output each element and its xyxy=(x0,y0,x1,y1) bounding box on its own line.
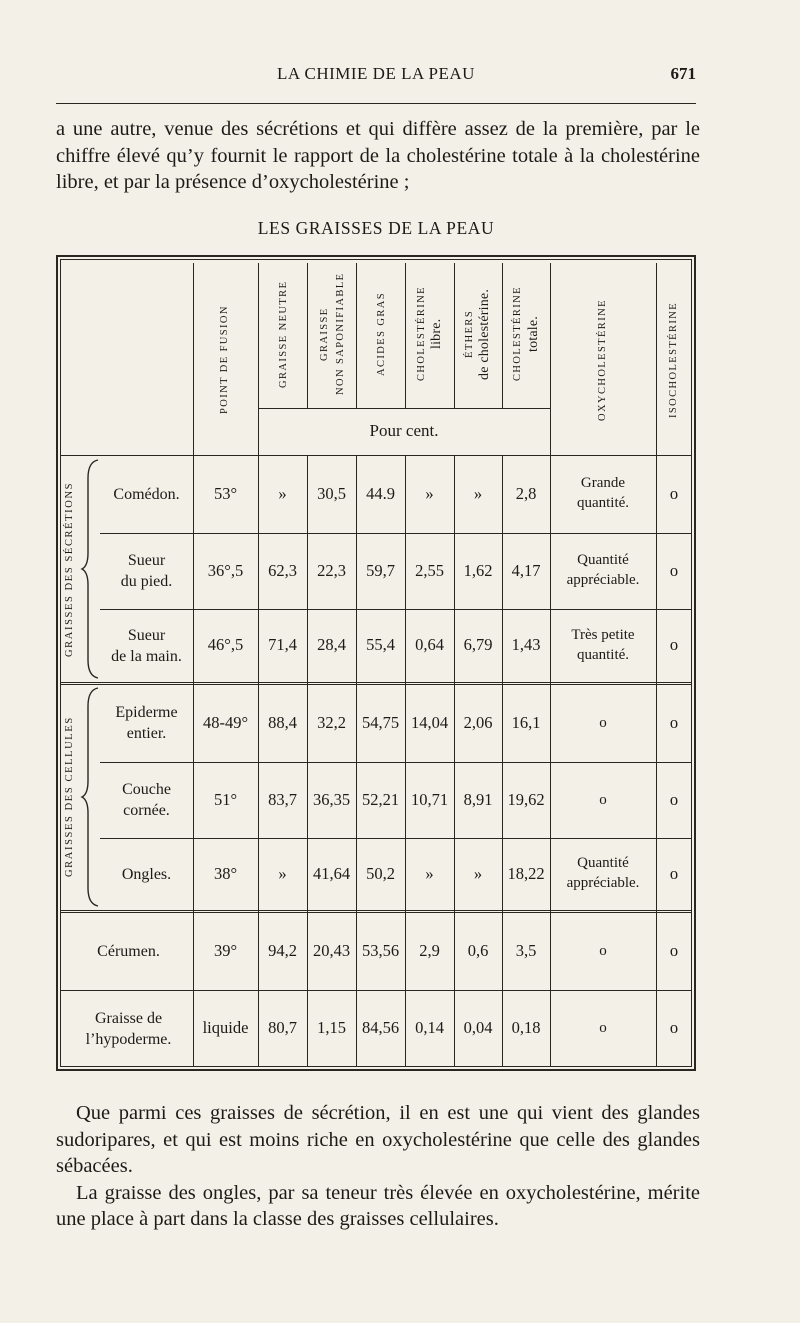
cell-ethers: 2,06 xyxy=(463,712,493,732)
cell-chol-totale: 0,18 xyxy=(511,1018,541,1037)
cell-non-saponifiable: 30,5 xyxy=(317,483,346,503)
oxy-line: quantité. xyxy=(576,495,630,511)
cell-non-saponifiable: 28,4 xyxy=(317,635,346,654)
cell-chol-libre: 10,71 xyxy=(410,789,449,809)
col-line xyxy=(502,263,503,408)
col-line xyxy=(454,455,455,1067)
row-label-line: Comédon. xyxy=(113,485,180,503)
cell-oxycholesterine xyxy=(550,713,656,733)
cell-isocholesterine: o xyxy=(669,712,679,732)
col-line xyxy=(502,455,503,1067)
cell-isocholesterine: o xyxy=(669,940,679,960)
row-label xyxy=(100,484,193,505)
cell-acides-gras: 53,56 xyxy=(361,940,400,960)
cell-isocholesterine: o xyxy=(669,560,679,580)
cell-non-saponifiable: 1,15 xyxy=(317,1018,346,1037)
row-label xyxy=(100,864,193,885)
cell-chol-libre: 0,64 xyxy=(415,635,444,654)
col-header-line: de cholestérine. xyxy=(477,288,492,380)
cell-graisse-neutre: » xyxy=(278,483,287,503)
cell-fusion: 38° xyxy=(213,863,238,883)
cell-graisse-neutre: 83,7 xyxy=(268,789,297,809)
header-divider xyxy=(258,408,550,409)
row-label-line: du pied. xyxy=(120,573,173,590)
group-brace xyxy=(80,686,102,908)
row-line xyxy=(100,838,692,839)
row-label-line: Graisse de xyxy=(94,1009,163,1027)
intro-paragraph: a une autre, venue des sécrétions et qui diffère assez de la première, par le chiffre élevé qu’y fournit le rapport de la cholestérine totale à la cholestérine libre, et par la présence d’oxycholestérine ; xyxy=(56,118,700,193)
cell-acides-gras: 84,56 xyxy=(361,1018,400,1037)
cell-oxycholesterine xyxy=(550,550,656,590)
col-header-line: GRAISSE xyxy=(319,307,330,361)
cell-oxycholesterine xyxy=(550,790,656,810)
row-label-line: Sueur xyxy=(127,626,166,644)
cell-non-saponifiable: 32,2 xyxy=(317,712,346,732)
cell-chol-libre: » xyxy=(425,863,434,883)
cell-ethers: 6,79 xyxy=(463,635,493,654)
cell-non-saponifiable: 22,3 xyxy=(317,560,346,580)
cell-chol-totale: 18,22 xyxy=(507,863,545,883)
oxy-line: o xyxy=(599,714,607,731)
row-label-line: l’hypoderme. xyxy=(85,1030,172,1048)
cell-isocholesterine: o xyxy=(669,863,679,883)
group-label-secretions: GRAISSES DES SÉCRÉTIONS xyxy=(64,481,75,657)
col-line xyxy=(307,455,308,1067)
row-line xyxy=(100,609,692,610)
row-line xyxy=(60,990,692,991)
row-label xyxy=(64,1008,193,1050)
cell-graisse-neutre: 80,7 xyxy=(268,1018,297,1037)
header-rule xyxy=(56,103,696,104)
col-header-isocholesterine: ISOCHOLESTÉRINE xyxy=(668,301,679,419)
cell-acides-gras: 52,21 xyxy=(361,789,400,809)
oxy-line: quantité. xyxy=(576,646,630,663)
cell-oxycholesterine xyxy=(550,625,656,665)
cell-ethers: » xyxy=(473,863,483,883)
row-label xyxy=(100,779,193,821)
col-line xyxy=(454,263,455,408)
cell-fusion: 51° xyxy=(213,789,238,809)
col-header-line: libre. xyxy=(429,318,444,350)
row-line xyxy=(100,533,692,534)
oxy-line: appréciable. xyxy=(566,875,640,891)
cell-fusion: 46°,5 xyxy=(207,635,244,654)
cell-fusion: 48-49° xyxy=(202,712,249,732)
row-label-line: cornée. xyxy=(123,802,170,819)
cell-non-saponifiable: 20,43 xyxy=(312,940,351,960)
group-brace xyxy=(80,458,102,680)
col-line xyxy=(356,263,357,408)
col-line xyxy=(307,263,308,408)
running-title: LA CHIMIE DE LA PEAU xyxy=(277,64,475,83)
oxy-line: Quantité xyxy=(577,855,629,871)
cell-fusion: 53° xyxy=(213,483,238,503)
row-label xyxy=(100,625,193,667)
row-label-line: Sueur xyxy=(127,552,166,569)
cell-chol-libre: » xyxy=(425,483,434,503)
conclusion-paragraph: Que parmi ces graisses de sécrétion, il en est une qui vient des glandes sudoripares, et qui est moins riche en oxycholestérine que celle des glandes sébacées. xyxy=(56,1102,700,1177)
col-line xyxy=(405,263,406,408)
col-header-point-fusion: POINT DE FUSION xyxy=(219,305,230,415)
cell-isocholesterine: o xyxy=(669,789,679,809)
cell-graisse-neutre: 62,3 xyxy=(268,560,297,580)
row-label xyxy=(100,702,193,744)
col-header-line: CHOLESTÉRINE xyxy=(512,286,523,382)
cell-chol-libre: 0,14 xyxy=(415,1018,444,1037)
cell-non-saponifiable: 41,64 xyxy=(312,863,351,883)
col-header-acides-gras: ACIDES GRAS xyxy=(376,292,387,376)
row-label-line: de la main. xyxy=(111,647,182,665)
col-header-line: CHOLESTÉRINE xyxy=(416,286,427,382)
cell-ethers: » xyxy=(473,483,483,503)
cell-isocholesterine: o xyxy=(669,483,679,503)
header-bottom xyxy=(60,455,692,456)
cell-oxycholesterine xyxy=(550,941,656,961)
cell-oxycholesterine xyxy=(550,1018,656,1038)
row-line xyxy=(100,762,692,763)
cell-graisse-neutre: » xyxy=(278,863,287,883)
cell-chol-libre: 2,55 xyxy=(415,560,444,580)
cell-graisse-neutre: 88,4 xyxy=(268,712,297,732)
cell-chol-totale: 1,43 xyxy=(511,635,541,654)
row-label-line: Ongles. xyxy=(121,865,172,883)
oxy-line: Grande xyxy=(580,475,626,491)
cell-acides-gras: 44.9 xyxy=(366,483,395,503)
cell-graisse-neutre: 94,2 xyxy=(268,940,297,960)
cell-ethers: 8,91 xyxy=(463,789,493,809)
col-line xyxy=(405,455,406,1067)
conclusion xyxy=(56,1100,700,1233)
running-head xyxy=(56,64,696,88)
cell-chol-totale: 16,1 xyxy=(511,712,541,732)
cell-chol-totale: 3,5 xyxy=(515,940,537,960)
cell-fusion: 36°,5 xyxy=(207,560,244,580)
cell-acides-gras: 55,4 xyxy=(366,635,395,654)
cell-acides-gras: 50,2 xyxy=(366,863,395,883)
cell-ethers: 0,6 xyxy=(467,940,489,960)
col-header-graisse-neutre: GRAISSE NEUTRE xyxy=(278,280,289,388)
cell-oxycholesterine xyxy=(550,853,656,893)
cell-ethers: 0,04 xyxy=(463,1018,493,1037)
row-label-line: Cérumen. xyxy=(97,942,160,960)
cell-ethers: 1,62 xyxy=(463,560,493,580)
group-divider xyxy=(60,682,692,685)
cell-acides-gras: 54,75 xyxy=(361,712,400,732)
row-label xyxy=(64,941,193,962)
cell-isocholesterine: o xyxy=(669,1018,679,1037)
col-line xyxy=(356,455,357,1067)
col-header-line: totale. xyxy=(526,316,541,352)
oxy-line: o xyxy=(599,942,607,959)
cell-graisse-neutre: 71,4 xyxy=(268,635,297,654)
conclusion-paragraph: La graisse des ongles, par sa teneur très élevée en oxycholestérine, mérite une place à part dans la classe des graisses cellulaires. xyxy=(56,1181,700,1230)
row-label-line: Epiderme xyxy=(115,704,178,721)
table-title: LES GRAISSES DE LA PEAU xyxy=(257,218,495,238)
oxy-line: appréciable. xyxy=(566,572,640,588)
cell-fusion: liquide xyxy=(202,1018,249,1037)
row-label xyxy=(100,550,193,592)
oxy-line: Très petite xyxy=(571,626,635,643)
row-label-line: Couche xyxy=(122,781,171,798)
cell-chol-totale: 19,62 xyxy=(507,789,545,809)
cell-oxycholesterine xyxy=(550,473,656,513)
row-label-line: entier. xyxy=(126,725,167,742)
group-label-cellules: GRAISSES DES CELLULES xyxy=(64,716,75,878)
oxy-line: Quantité xyxy=(577,552,629,568)
col-header-line: NON SAPONIFIABLE xyxy=(335,272,346,396)
pour-cent-label: Pour cent. xyxy=(369,421,439,440)
cell-chol-libre: 14,04 xyxy=(410,712,449,732)
cell-acides-gras: 59,7 xyxy=(366,560,395,580)
cell-fusion: 39° xyxy=(213,940,238,960)
cell-non-saponifiable: 36,35 xyxy=(312,789,351,809)
page-number: 671 xyxy=(670,64,696,83)
col-header-oxycholesterine: OXYCHOLESTÉRINE xyxy=(597,299,608,421)
cell-chol-totale: 2,8 xyxy=(515,483,537,503)
group-divider xyxy=(60,910,692,913)
cell-isocholesterine: o xyxy=(669,635,679,654)
oxy-line: o xyxy=(599,1020,607,1036)
cell-chol-totale: 4,17 xyxy=(511,560,541,580)
cell-chol-libre: 2,9 xyxy=(419,940,440,960)
oxy-line: o xyxy=(599,791,607,808)
col-header-line: ÉTHERS xyxy=(464,309,475,359)
